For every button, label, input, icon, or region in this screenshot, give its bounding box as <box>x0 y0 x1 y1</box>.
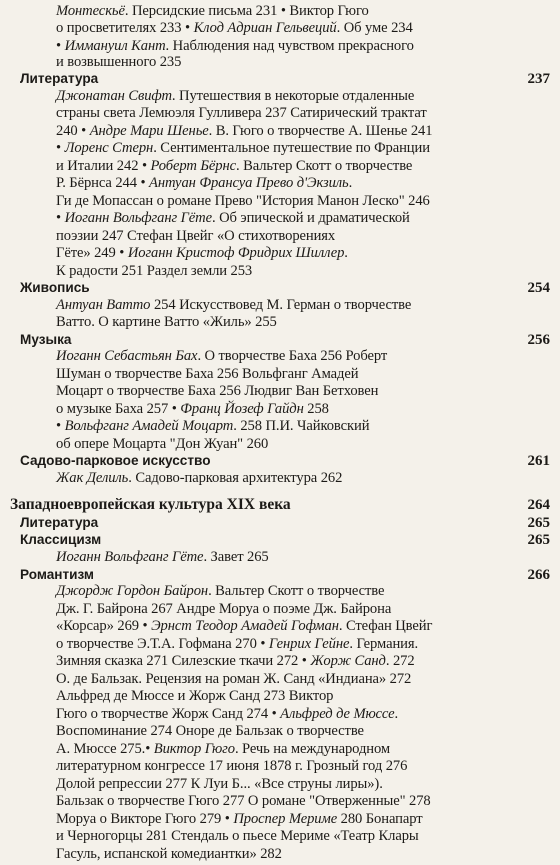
section-heading <box>20 70 550 88</box>
author-name: Генрих Гейне <box>268 635 350 652</box>
entry-text: Ги де Мопассан о романе Прево "История Манон Леско" 246 <box>56 192 430 209</box>
toc-line <box>56 382 548 401</box>
toc-line <box>56 845 548 864</box>
toc-line <box>56 2 548 21</box>
entry-text: и Черногорцы 281 Стендаль о пьесе Мериме «Театр Клары <box>56 828 419 845</box>
section-page-number: 266 <box>527 566 550 583</box>
entry-text: 240 • <box>56 122 90 139</box>
entry-text: Долой репрессии 277 К Луи Б... «Все струны лиры»). <box>56 775 383 792</box>
entry-text: . Наблюдения над чувством прекрасного <box>165 37 414 54</box>
toc-line <box>56 617 548 636</box>
chapter-heading <box>10 496 550 514</box>
toc-line <box>56 705 548 724</box>
entry-text: А. Мюссе 275.• <box>56 740 154 757</box>
section-title: Живопись <box>20 280 90 296</box>
toc-line <box>56 687 548 706</box>
entry-text: Дж. Г. Байрона 267 Андре Моруа о поэме Дж. Байрона <box>56 600 392 617</box>
toc-line <box>56 122 548 141</box>
author-name: Иоганн Себастьян Бах <box>56 348 198 365</box>
entry-text: «Корсар» 269 • <box>56 618 152 635</box>
toc-line <box>56 469 548 488</box>
entry-text: . <box>348 175 353 192</box>
toc-line <box>56 192 548 211</box>
author-name: Альфред де Мюссе <box>280 705 395 722</box>
toc-line <box>56 244 548 263</box>
entry-text: 254 Искусствовед М. Герман о творчестве <box>150 296 412 313</box>
section-page-number: 265 <box>527 515 550 532</box>
toc-line <box>56 792 548 811</box>
entry-text: и Италии 242 • <box>56 157 151 174</box>
toc-line <box>56 400 548 419</box>
toc-line <box>56 582 548 601</box>
entry-text: Р. Бёрнса 244 • <box>56 175 150 192</box>
entry-text: о творчестве Э.Т.А. Гофмана 270 • <box>56 635 269 652</box>
entry-text: • <box>56 37 65 54</box>
entry-text: и возвышенного 235 <box>56 54 182 71</box>
entry-text: . Персидские письма 231 • Виктор Гюго <box>124 2 369 19</box>
toc-line <box>56 775 548 794</box>
toc-line <box>56 435 548 454</box>
entry-text: . 272 <box>385 653 415 670</box>
entry-text: поэзии 247 Стефан Цвейг «О стихотворениях <box>56 227 336 244</box>
author-name: Иоганн Кристоф Фридрих Шиллер <box>127 245 345 262</box>
entry-text: литературном конгрессе 17 июня 1878 г. Грозный год 276 <box>56 758 408 775</box>
entry-text: 258 <box>303 400 329 417</box>
entry-text: . <box>344 245 348 262</box>
author-name: Иоганн Вольфганг Гёте <box>56 549 204 566</box>
entry-text: . Об уме 234 <box>336 20 413 37</box>
toc-line <box>56 548 548 567</box>
section-heading <box>20 452 550 470</box>
entry-text: Гюго о творчестве Жорж Санд 274 • <box>56 705 281 722</box>
author-name: Джонатан Свифт <box>56 87 172 104</box>
chapter-page-number: 264 <box>527 496 550 513</box>
toc-line <box>56 174 548 193</box>
toc-line <box>56 600 548 619</box>
author-name: Клод Адриан Гельвеций <box>193 20 337 37</box>
section-heading <box>20 279 550 297</box>
section-title: Литература <box>20 71 99 87</box>
entry-text: . Речь на международном <box>234 740 391 757</box>
chapter-title: Западноевропейская культура XIX века <box>10 495 291 513</box>
author-name: Жак Делиль <box>56 470 129 487</box>
section-page-number: 254 <box>527 280 550 297</box>
toc-line <box>56 722 548 741</box>
entry-text: страны света Лемюэля Гулливера 237 Сатирический трактат <box>56 105 427 122</box>
author-name: Антуан Франсуа Прево д'Экзиль <box>149 175 349 192</box>
author-name: Монтескьё <box>56 2 125 19</box>
toc-line <box>56 757 548 776</box>
author-name: Роберт Бёрнс <box>150 157 237 174</box>
author-name: Иоганн Вольфганг Гёте <box>64 210 212 227</box>
toc-line <box>56 347 548 366</box>
entry-text: К радости 251 Раздел земли 253 <box>56 262 253 279</box>
section-page-number: 237 <box>527 71 550 88</box>
author-name: Вольфганг Амадей Моцарт <box>64 418 234 435</box>
entry-text: . Завет 265 <box>203 549 269 566</box>
toc-line <box>56 635 548 654</box>
entry-text: Моруа о Викторе Гюго 279 • <box>56 810 234 827</box>
author-name: Лоренс Стерн <box>64 140 154 157</box>
toc-line <box>56 296 548 315</box>
entry-text: Ватто. О картине Ватто «Жиль» 255 <box>56 314 277 331</box>
entry-text: . В. Гюго о творчестве А. Шенье 241 <box>208 122 433 139</box>
entry-text: . Вальтер Скотт о творчестве <box>208 583 385 600</box>
author-name: Проспер Мериме <box>233 810 338 827</box>
entry-text: 280 Бонапарт <box>337 810 423 827</box>
toc-line <box>56 810 548 829</box>
entry-text: о музыке Баха 257 • <box>56 400 181 417</box>
entry-text: . Об эпической и драматической <box>212 210 410 227</box>
section-title: Садово-парковое искусство <box>20 453 211 469</box>
toc-line <box>56 139 548 158</box>
entry-text: • <box>56 140 65 157</box>
entry-text: . Сентиментальное путешествие по Франции <box>153 140 430 157</box>
section-heading <box>20 331 550 349</box>
author-name: Иммануил Кант <box>64 37 166 54</box>
entry-text: Бальзак о творчестве Гюго 277 О романе "Отверженные" 278 <box>56 793 431 810</box>
toc-line <box>56 104 548 123</box>
toc-line <box>56 262 548 281</box>
toc-line <box>56 670 548 689</box>
section-page-number: 256 <box>527 331 550 348</box>
section-page-number: 261 <box>527 453 550 470</box>
entry-text: . Садово-парковая архитектура 262 <box>128 470 343 487</box>
section-title: Классицизм <box>20 531 102 547</box>
entry-text: . 258 П.И. Чайковский <box>233 418 370 435</box>
author-name: Эрнст Теодор Амадей Гофман <box>151 618 339 635</box>
toc-line <box>56 227 548 246</box>
entry-text: об опере Моцарта "Дон Жуан" 260 <box>56 435 269 452</box>
entry-text: о просветителях 233 • <box>56 20 194 37</box>
entry-text: . Германия. <box>349 635 419 652</box>
author-name: Антуан Ватто <box>56 296 151 313</box>
toc-line <box>56 365 548 384</box>
section-title: Романтизм <box>20 566 94 582</box>
toc-line <box>56 19 548 38</box>
toc-line <box>56 87 548 106</box>
entry-text: Шуман о творчестве Баха 256 Вольфганг Амадей <box>56 365 359 382</box>
author-name: Виктор Гюго <box>153 740 235 757</box>
toc-line <box>56 157 548 176</box>
entry-text: Воспоминание 274 Оноре де Бальзак о творчестве <box>56 723 364 740</box>
entry-text: Моцарт о творчестве Баха 256 Людвиг Ван Бетховен <box>56 383 379 400</box>
author-name: Андре Мари Шенье <box>89 122 209 139</box>
toc-line <box>56 827 548 846</box>
entry-text: Гёте» 249 • <box>56 245 128 262</box>
toc-line <box>56 313 548 332</box>
entry-text: О. де Бальзак. Рецензия на роман Ж. Санд «Индиана» 272 <box>56 670 412 687</box>
entry-text: . О творчестве Баха 256 Роберт <box>197 348 388 365</box>
toc-line <box>56 652 548 671</box>
entry-text: . <box>394 705 399 722</box>
entry-text: . Стефан Цвейг <box>338 618 433 635</box>
entry-text: . Вальтер Скотт о творчестве <box>236 157 413 174</box>
entry-text: • <box>56 418 65 435</box>
toc-line <box>56 417 548 436</box>
section-heading <box>20 531 550 549</box>
entry-text: Зимняя сказка 271 Силезские ткачи 272 • <box>56 653 311 670</box>
author-name: Жорж Санд <box>310 653 386 670</box>
section-heading <box>20 566 550 584</box>
entry-text: . Путешествия в некоторые отдаленные <box>171 87 415 104</box>
toc-line <box>56 209 548 228</box>
section-heading <box>20 514 550 532</box>
section-title: Музыка <box>20 331 72 347</box>
section-page-number: 265 <box>527 531 550 548</box>
author-name: Франц Йозеф Гайдн <box>180 400 304 417</box>
entry-text: Гасуль, испанской комедиантки» 282 <box>56 846 282 862</box>
entry-text: • <box>56 210 65 227</box>
section-title: Литература <box>20 515 99 531</box>
toc-line <box>56 740 548 759</box>
author-name: Джордж Гордон Байрон <box>56 583 209 600</box>
entry-text: Альфред де Мюссе и Жорж Санд 273 Виктор <box>56 688 334 705</box>
